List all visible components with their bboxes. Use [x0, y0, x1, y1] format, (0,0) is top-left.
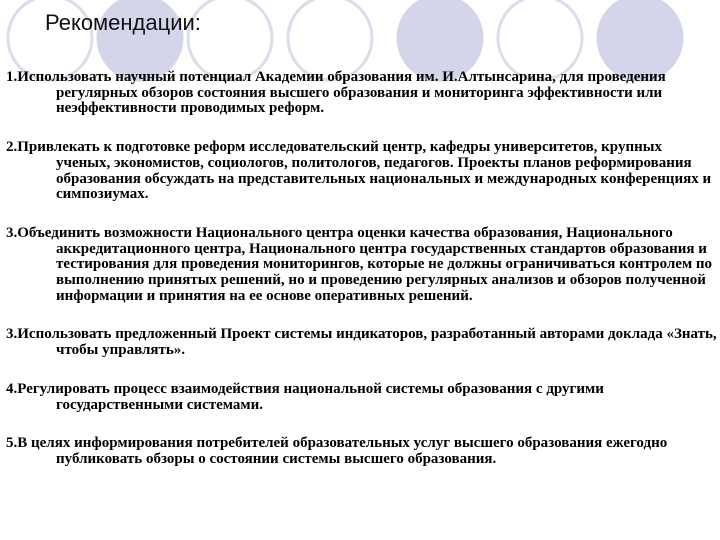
decor-circle [498, 0, 582, 80]
recommendation-item: 1.Использовать научный потенциал Академии образования им. И.Алтынсарина, для проведения регулярных обзоров состояния высшего образования и мониторинга эффективности или неэффективности проводимых реформ. [6, 69, 670, 117]
slide-title: Рекомендации: [45, 10, 201, 35]
recommendation-item: 4.Регулировать процесс взаимодействия национальной системы образования с другими государственными системами. [6, 380, 608, 413]
recommendation-item: 3.Использовать предложенный Проект системы индикаторов, разработанный авторами доклада «Знать, чтобы управлять». [6, 326, 717, 359]
recommendation-item: 2.Привлекать к подготовке реформ исследовательский центр, кафедры университетов, крупных ученых, экономистов, социологов, политологов, педагогов. Проекты планов реформирования образования обсуждать на представительных национальных и международных конференциях и симпозиумах. [6, 139, 715, 203]
recommendations-list [6, 70, 718, 491]
recommendation-item: 3.Объединить возможности Национального центра оценки качества образования, Национального аккредитационного центра, Национального центра государственных стандартов образования и тестирования для проведения мониторингов, которые не должны ограничиваться контролем по выполнению принятых решений, но и проведению регулярных анализов и обзоров полученной информации и принятия на ее основе оперативных решений. [6, 224, 716, 304]
decor-circle [398, 0, 482, 80]
decor-circle [288, 0, 372, 80]
recommendation-item: 5.В целях информирования потребителей образовательных услуг высшего образования ежегодно публиковать обзоры о состоянии системы высшего образования. [6, 435, 671, 467]
decor-circle [598, 0, 682, 80]
